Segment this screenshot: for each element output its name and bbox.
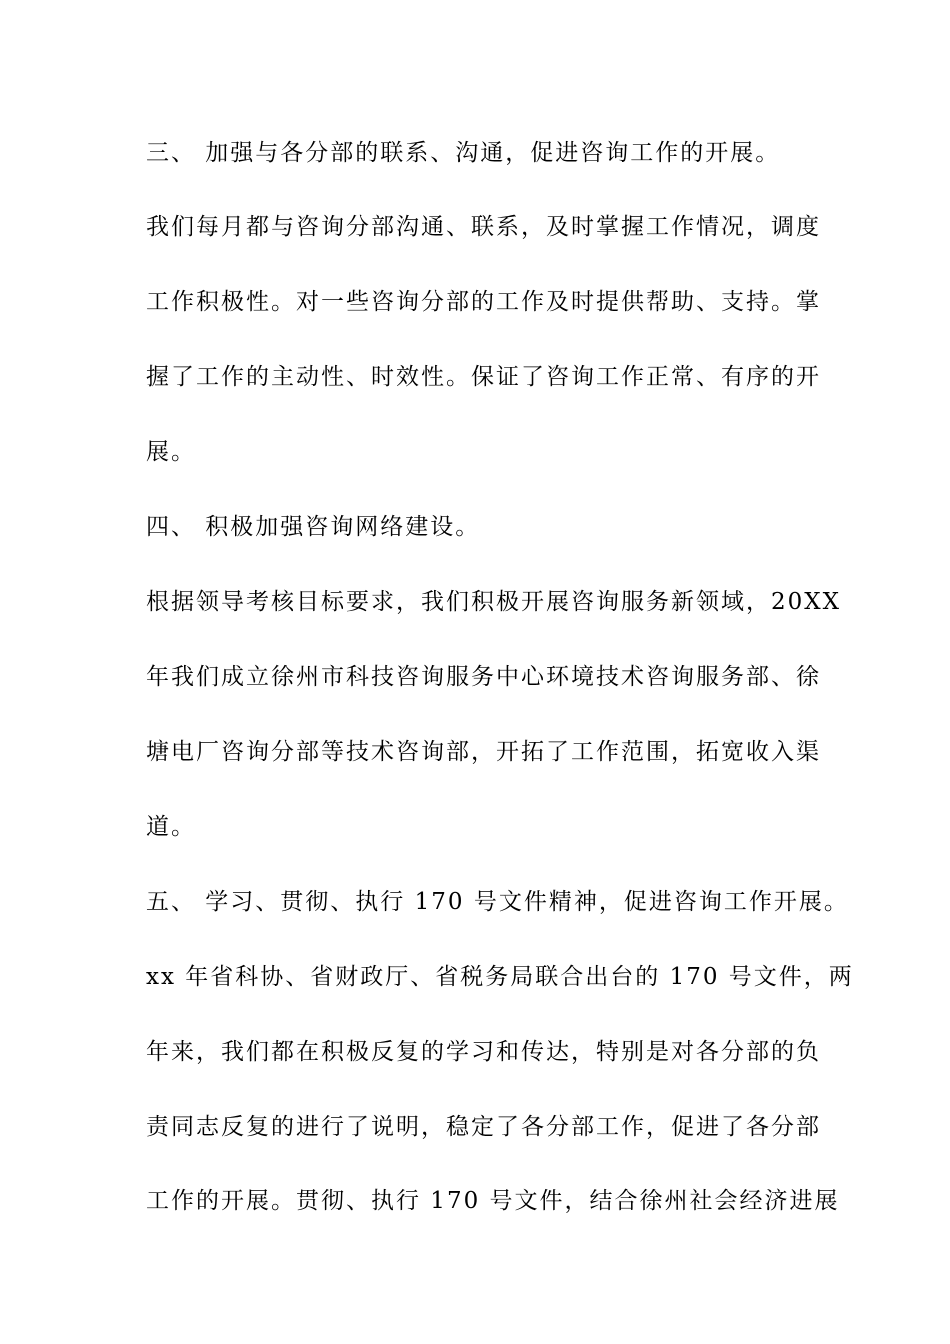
body-text-line: 根据领导考核目标要求，我们积极开展咨询服务新领域，20XX	[146, 589, 842, 615]
body-text-line: xx 年省科协、省财政厅、省税务局联合出台的 170 号文件，两	[146, 964, 854, 990]
body-text-line: 握了工作的主动性、时效性。保证了咨询工作正常、有序的开	[146, 364, 821, 390]
section-heading-4: 四、 积极加强咨询网络建设。	[146, 514, 481, 540]
body-text-line: 年来，我们都在积极反复的学习和传达，特别是对各分部的负	[146, 1039, 821, 1065]
section-heading-5: 五、 学习、贯彻、执行 170 号文件精神，促进咨询工作开展。	[146, 889, 849, 915]
body-text-line: 塘电厂咨询分部等技术咨询部，开拓了工作范围，拓宽收入渠	[146, 739, 821, 765]
body-text-line: 工作积极性。对一些咨询分部的工作及时提供帮助、支持。掌	[146, 289, 821, 315]
body-text-line: 我们每月都与咨询分部沟通、联系，及时掌握工作情况，调度	[146, 214, 821, 240]
body-text-line: 年我们成立徐州市科技咨询服务中心环境技术咨询服务部、徐	[146, 664, 821, 690]
body-text-line: 道。	[146, 814, 196, 840]
section-heading-3: 三、 加强与各分部的联系、沟通，促进咨询工作的开展。	[146, 140, 781, 166]
body-text-line: 责同志反复的进行了说明，稳定了各分部工作，促进了各分部	[146, 1114, 821, 1140]
body-text-line: 展。	[146, 439, 196, 465]
body-text-line: 工作的开展。贯彻、执行 170 号文件，结合徐州社会经济进展	[146, 1188, 840, 1214]
